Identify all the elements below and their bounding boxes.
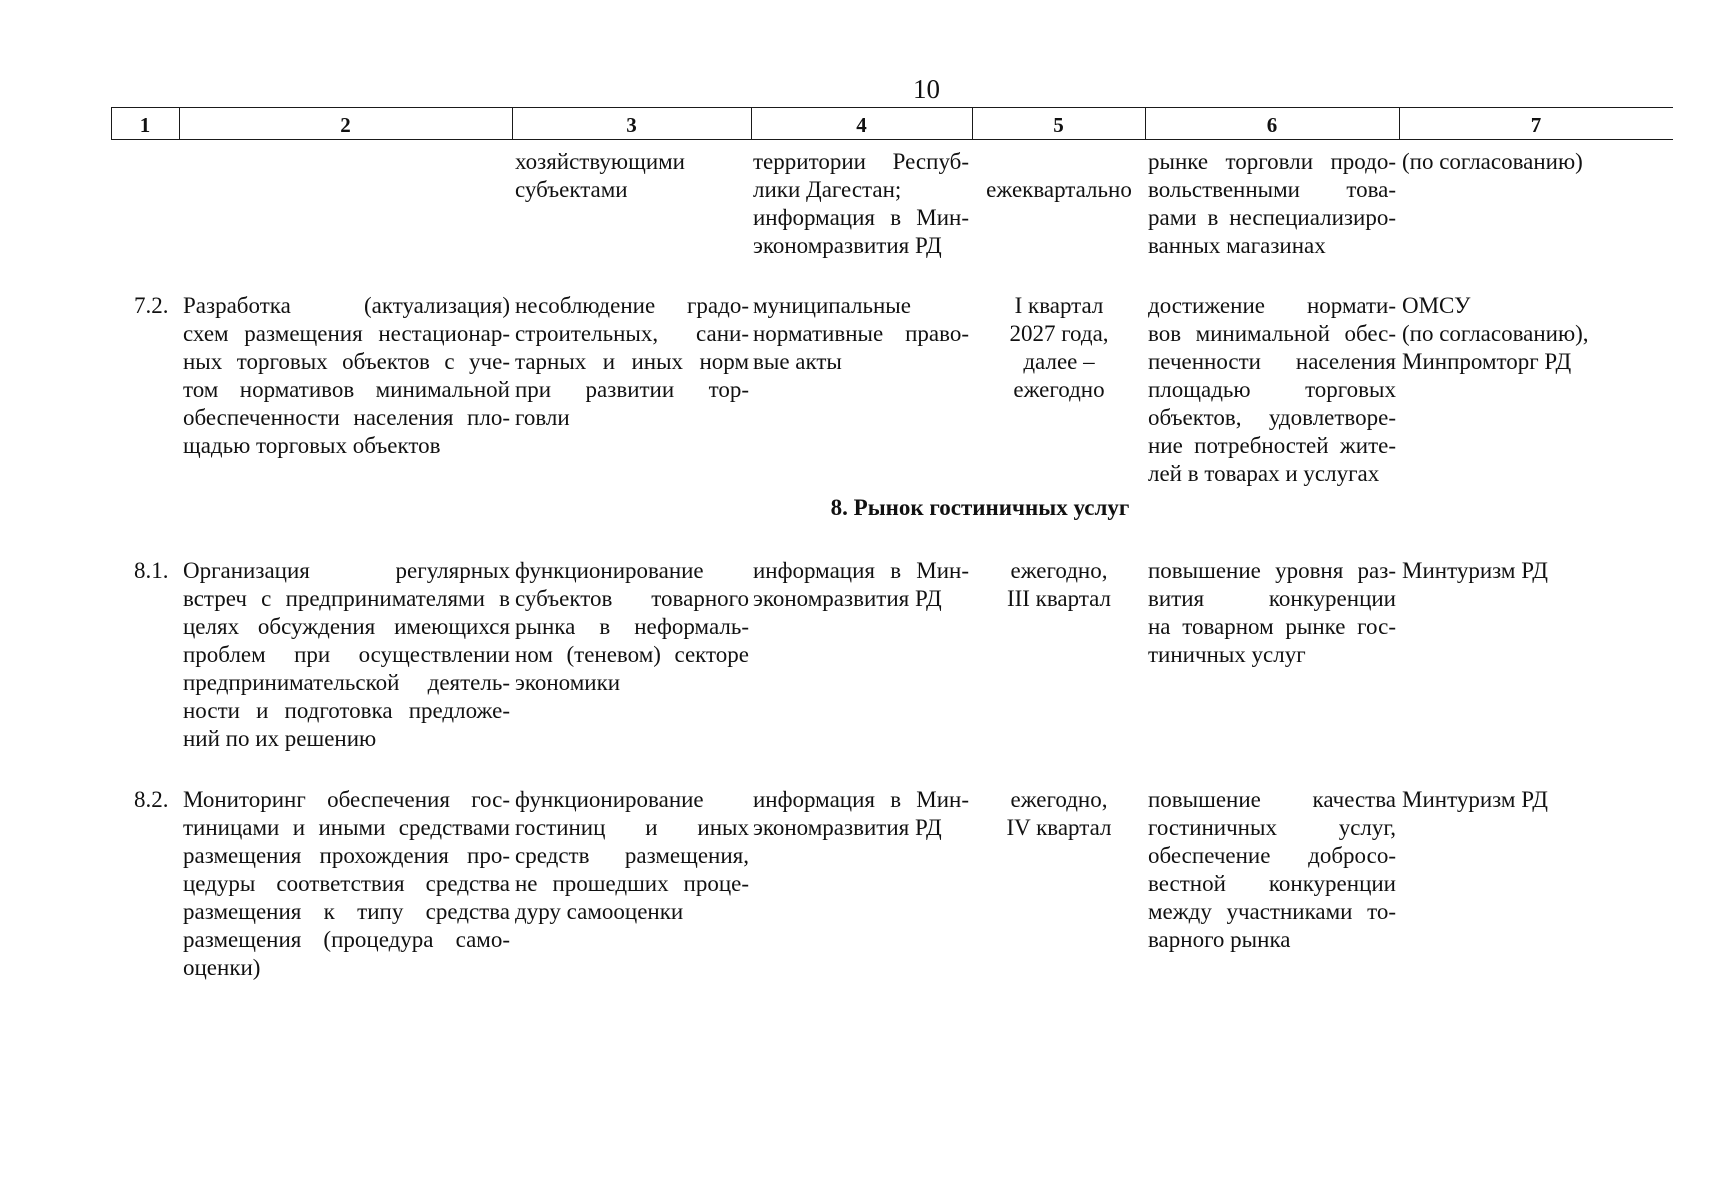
row-7-2-col2: Разработка (актуализация) схем размещения нестационар- ных торговых объектов с уче- том нормативов минимальной обеспеченности населения пло- щадью торговых объектов [183,293,510,458]
section-heading [111,494,1673,522]
row-8-1-col7: Минтуризм РД [1402,558,1548,583]
page-number: 10 [913,74,940,104]
row-7-2-col7: ОМСУ (по согласованию), Минпромторг РД [1402,293,1589,374]
continuation-col3: хозяйствующими субъектами [515,149,685,202]
column-header-4: 4 [856,113,867,137]
row-8-2-col2: Мониторинг обеспечения гос- тиницами и иными средствами размещения прохождения про- цедуры соответствия средства размещения к типу средства размещения (процедура само- оценки) [183,787,510,980]
section-title: 8. Рынок гостиничных услуг [830,495,1130,520]
row-8-2-number: 8.2. [134,787,169,812]
row-8-2-col5: ежегодно, IV квартал [1006,787,1112,840]
row-7-2-number: 7.2. [134,293,169,318]
column-header-3: 3 [626,113,637,137]
column-header-6: 6 [1266,113,1278,137]
column-header-5: 5 [1053,113,1064,137]
continuation-col7: (по согласованию) [1402,149,1583,174]
row-7-2-col3: несоблюдение градо- строительных, сани- тарных и иных норм при развитии тор- говли [515,293,749,430]
header-bottom-rule [111,139,1673,140]
row-8-2-col3: функционирование гостиниц и иных средств размещения, не прошедших проце- дуру самооценки [515,787,749,924]
row-8-1-number: 8.1. [134,558,169,583]
row-8-2-col6: повышение качества гостиничных услуг, обеспечение добросо- вестной конкуренции между участниками то- варного рынка [1148,787,1396,952]
row-7-2-col5: I квартал 2027 года, далее – ежегодно [1009,293,1109,402]
row-7-2-col6: достижение нормати- вов минимальной обес- печенности населения площадью торговых объектов, удовлетворе- ние потребностей жите- лей в товарах и услугах [1148,293,1396,486]
row-8-2-col7: Минтуризм РД [1402,787,1548,812]
row-8-1-col6: повышение уровня раз- вития конкуренции на товарном рынке гос- тиничных услуг [1148,558,1396,667]
column-header-1: 1 [139,113,151,137]
row-8-1-col5: ежегодно, III квартал [1006,558,1112,611]
continuation-col6: рынке торговли продо- вольственными това- рами в неспециализиро- ванных магазинах [1148,149,1396,258]
row-8-1-col2: Организация регулярных встреч с предпринимателями в целях обсуждения имеющихся проблем при осуществлении предпринимательской деятель- ности и подготовка предложе- ний по их решению [183,558,510,751]
continuation-col5: ежеквартально [986,177,1132,202]
column-header-7: 7 [1530,113,1542,137]
column-header-2: 2 [340,113,351,137]
row-7-2-col4: муниципальные нормативные право- вые акты [753,293,969,374]
continuation-col4: территории Респуб- лики Дагестан; информация в Мин- экономразвития РД [753,149,969,258]
row-8-1-col4: информация в Мин- экономразвития РД [753,558,969,611]
row-8-1-col3: функционирование субъектов товарного рынка в неформаль- ном (теневом) секторе экономики [515,558,749,695]
header-top-rule [111,107,1673,108]
row-8-2-col4: информация в Мин- экономразвития РД [753,787,969,840]
